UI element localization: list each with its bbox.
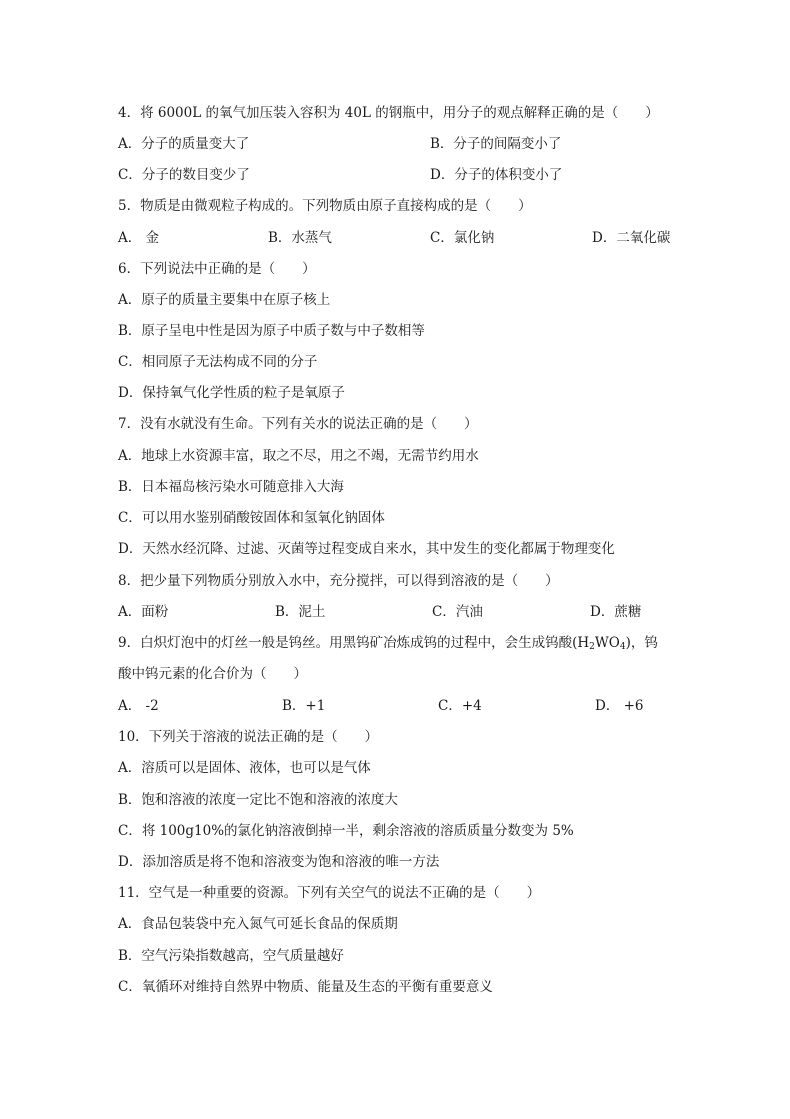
q4-stem: 4．将 6000L 的氧气加压装入容积为 40L 的钢瓶中，用分子的观点解释正确的是（ ） xyxy=(118,105,659,121)
q4-option-a: A．分子的质量变大了 xyxy=(118,136,250,152)
q5-option-c: C．氯化钠 xyxy=(430,230,495,246)
q9-stem-part3: )，钨 xyxy=(625,635,658,651)
q8-option-c: C．汽油 xyxy=(432,604,483,620)
q8-option-d: D．蔗糖 xyxy=(590,604,642,620)
q10-option-d: D．添加溶质是将不饱和溶液变为饱和溶液的唯一方法 xyxy=(118,854,440,870)
q7-option-c: C．可以用水鉴别硝酸铵固体和氢氧化钠固体 xyxy=(118,510,385,526)
q10-option-a: A．溶质可以是固体、液体，也可以是气体 xyxy=(118,760,371,776)
q9-option-a: A． -2 xyxy=(118,698,159,714)
q5-option-b: B．水蒸气 xyxy=(268,230,332,246)
q6-option-b: B．原子呈电中性是因为原子中质子数与中子数相等 xyxy=(118,323,425,339)
q7-option-d: D．天然水经沉降、过滤、灭菌等过程变成自来水，其中发生的变化都属于物理变化 xyxy=(118,541,615,557)
q6-option-c: C．相同原子无法构成不同的分子 xyxy=(118,354,318,370)
q6-option-a: A．原子的质量主要集中在原子核上 xyxy=(118,292,331,308)
q11-option-a: A．食品包装袋中充入氮气可延长食品的保质期 xyxy=(118,916,398,932)
q9-subscript-o: 4 xyxy=(619,642,626,652)
q9-stem xyxy=(118,633,658,653)
q7-option-a: A．地球上水资源丰富，取之不尽，用之不竭，无需节约用水 xyxy=(118,448,479,464)
q8-option-a: A．面粉 xyxy=(118,604,169,620)
q11-stem: 11．空气是一种重要的资源。下列有关空气的说法不正确的是（ ） xyxy=(118,885,541,901)
q5-option-a: A． 金 xyxy=(118,230,160,246)
q10-stem: 10．下列关于溶液的说法正确的是（ ） xyxy=(118,729,379,745)
q9-option-c: C．+4 xyxy=(438,698,482,714)
q10-option-c: C．将 100g10%的氯化钠溶液倒掉一半，剩余溶液的溶质质量分数变为 5% xyxy=(118,823,574,839)
q9-subscript-h: 2 xyxy=(589,642,595,652)
q9-option-d: D． +6 xyxy=(595,698,644,714)
q8-stem: 8．把少量下列物质分别放入水中，充分搅拌，可以得到溶液的是（ ） xyxy=(118,573,559,589)
q4-option-c: C．分子的数目变少了 xyxy=(118,167,250,183)
q4-option-b: B．分子的间隔变小了 xyxy=(430,136,562,152)
q5-stem: 5．物质是由微观粒子构成的。下列物质由原子直接构成的是（ ） xyxy=(118,198,532,214)
q9-stem-part1: 9．白炽灯泡中的灯丝一般是钨丝。用黑钨矿冶炼成钨的过程中，会生成钨酸(H xyxy=(118,635,590,651)
q7-option-b: B．日本福岛核污染水可随意排入大海 xyxy=(118,479,344,495)
q6-option-d: D．保持氧气化学性质的粒子是氧原子 xyxy=(118,385,345,401)
q11-option-c: C．氧循环对维持自然界中物质、能量及生态的平衡有重要意义 xyxy=(118,979,493,995)
q7-stem: 7．没有水就没有生命。下列有关水的说法正确的是（ ） xyxy=(118,416,478,432)
q5-option-d: D．二氧化碳 xyxy=(592,230,671,246)
q9-stem-part2: WO xyxy=(594,635,620,651)
q10-option-b: B．饱和溶液的浓度一定比不饱和溶液的浓度大 xyxy=(118,792,398,808)
q9-option-b: B．+1 xyxy=(282,698,326,714)
q11-option-b: B．空气污染指数越高，空气质量越好 xyxy=(118,948,344,964)
q8-option-b: B．泥土 xyxy=(275,604,326,620)
q4-option-d: D．分子的体积变小了 xyxy=(430,167,563,183)
q6-stem: 6．下列说法中正确的是（ ） xyxy=(118,261,316,277)
q9-stem-line2: 酸中钨元素的化合价为（ ） xyxy=(118,666,307,682)
